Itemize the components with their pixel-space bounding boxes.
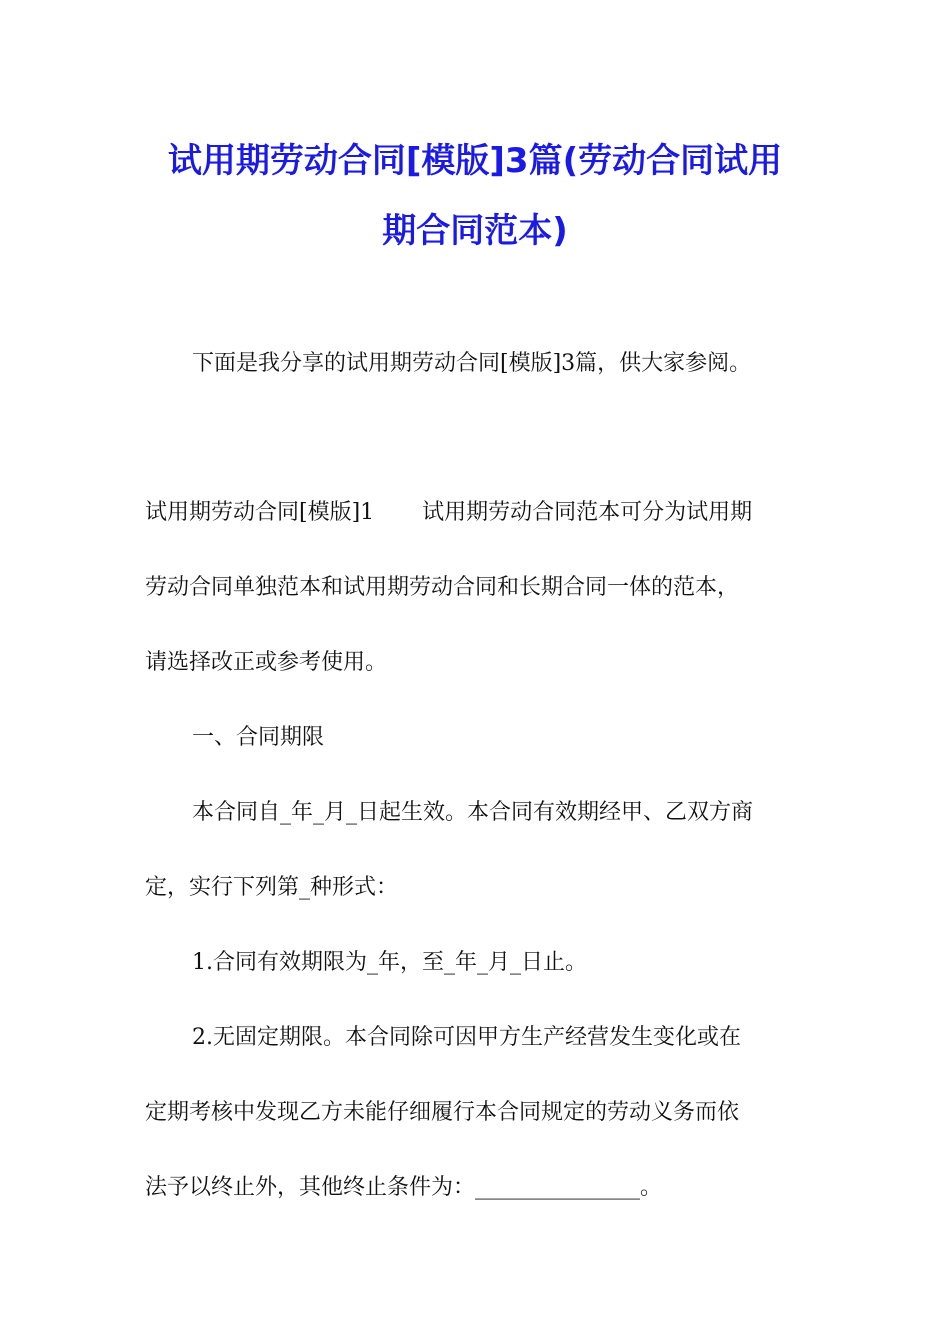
section1-text-line-2: 劳动合同单独范本和试用期劳动合同和长期合同一体的范本， xyxy=(145,575,740,600)
clause1-text-line-2: 定，实行下列第_种形式： xyxy=(145,875,399,900)
clause1-heading: 一、合同期限 xyxy=(192,725,325,750)
section1-heading: 试用期劳动合同[模版]1 xyxy=(145,500,375,525)
section1-text-start: 试用期劳动合同范本可分为试用期 xyxy=(422,500,753,525)
intro-paragraph: 下面是我分享的试用期劳动合同[模版]3篇，供大家参阅。 xyxy=(192,351,752,376)
clause1-item-1: 1.合同有效期限为_年，至_年_月_日止。 xyxy=(192,950,587,975)
document-title-line-1: 试用期劳动合同[模版]3篇(劳动合同试用 xyxy=(167,141,783,181)
clause1-item-2-line-1: 2.无固定期限。本合同除可因甲方生产经营发生变化或在 xyxy=(192,1025,741,1050)
clause1-item-2-line-3: 法予以终止外，其他终止条件为：_______________。 xyxy=(145,1175,663,1200)
section1-text-line-3: 请选择改正或参考使用。 xyxy=(145,650,388,675)
section1-first-line xyxy=(145,495,752,526)
clause1-item-2-line-2: 定期考核中发现乙方未能仔细履行本合同规定的劳动义务而依 xyxy=(145,1100,740,1125)
clause1-text-line-1: 本合同自_年_月_日起生效。本合同有效期经甲、乙双方商 xyxy=(192,800,754,825)
document-title-line-2: 期合同范本) xyxy=(382,211,568,251)
